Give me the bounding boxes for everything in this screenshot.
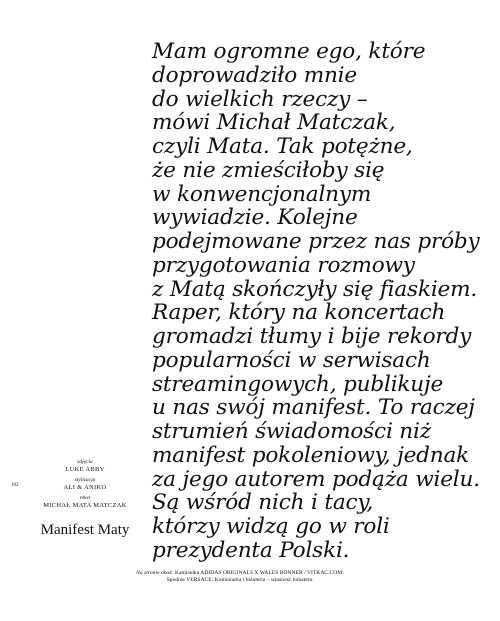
lede-line: wywiadzie. Kolejne [152, 205, 358, 231]
caption-line-2: Spodnie VERSACE; Kominiarka i biżuteria – własność bohatera. [166, 577, 314, 583]
caption-lead: Na stronie obok: [136, 570, 174, 576]
lede-line: strumień świadomości niż [152, 419, 431, 444]
lede-line: popularności w serwisach [152, 347, 431, 373]
lede-line: przygotowania rozmowy [152, 252, 415, 278]
lede-line: w konwencjonalnym [152, 181, 372, 207]
page-number: 102 [11, 483, 19, 488]
credits-block [18, 0, 152, 621]
lede-line: u nas swój manifest. To raczej [152, 395, 475, 421]
lede-line: którzy widzą go w roli [152, 514, 390, 539]
lede-line: do wielkich rzeczy – [152, 86, 368, 112]
caption-line-1 [100, 570, 380, 577]
lede-line: gromadzi tłumy i bije rekordy [152, 324, 472, 349]
photos-credit-label: zdjęcia [77, 459, 93, 465]
lede-line: doprowadziło mnie [152, 62, 357, 88]
lede-line: Są wśród nich i tacy, [152, 490, 374, 516]
article-lede [152, 40, 492, 563]
lede-line: podejmowane przez nas próby [152, 229, 480, 254]
lede-line: mówi Michał Matczak, [152, 110, 396, 136]
article-title: Manifest Maty [40, 522, 130, 538]
styling-credit-name: ALI & ANIKO [63, 484, 107, 491]
lede-line: prezydenta Polski. [152, 537, 350, 563]
lede-line: że nie zmieściłoby się [152, 157, 385, 183]
lede-line: z Matą skończyły się fiaskiem. [152, 276, 478, 302]
styling-credit-label: stylizacja [74, 477, 96, 483]
lede-line: czyli Mata. Tak potężne, [152, 134, 413, 159]
lede-line: za jego autorem podąża wielu. [152, 466, 480, 492]
photos-credit-name: LUKE ABBY [65, 466, 105, 473]
lede-line: Mam ogromne ego, które [152, 39, 426, 64]
photo-caption [100, 570, 380, 584]
caption-text-1: Kamizelka ADIDAS ORIGINALS X WALES BONNER / VITKAC.COM; [173, 570, 344, 576]
lede-line: streamingowych, publikuje [152, 371, 444, 397]
lede-line: Raper, który na koncertach [152, 300, 446, 326]
text-credit-label: tekst [79, 495, 91, 501]
lede-line: manifest pokoleniowy, jednak [152, 442, 470, 468]
text-credit-name: MICHAŁ MATA MATCZAK [43, 502, 127, 509]
